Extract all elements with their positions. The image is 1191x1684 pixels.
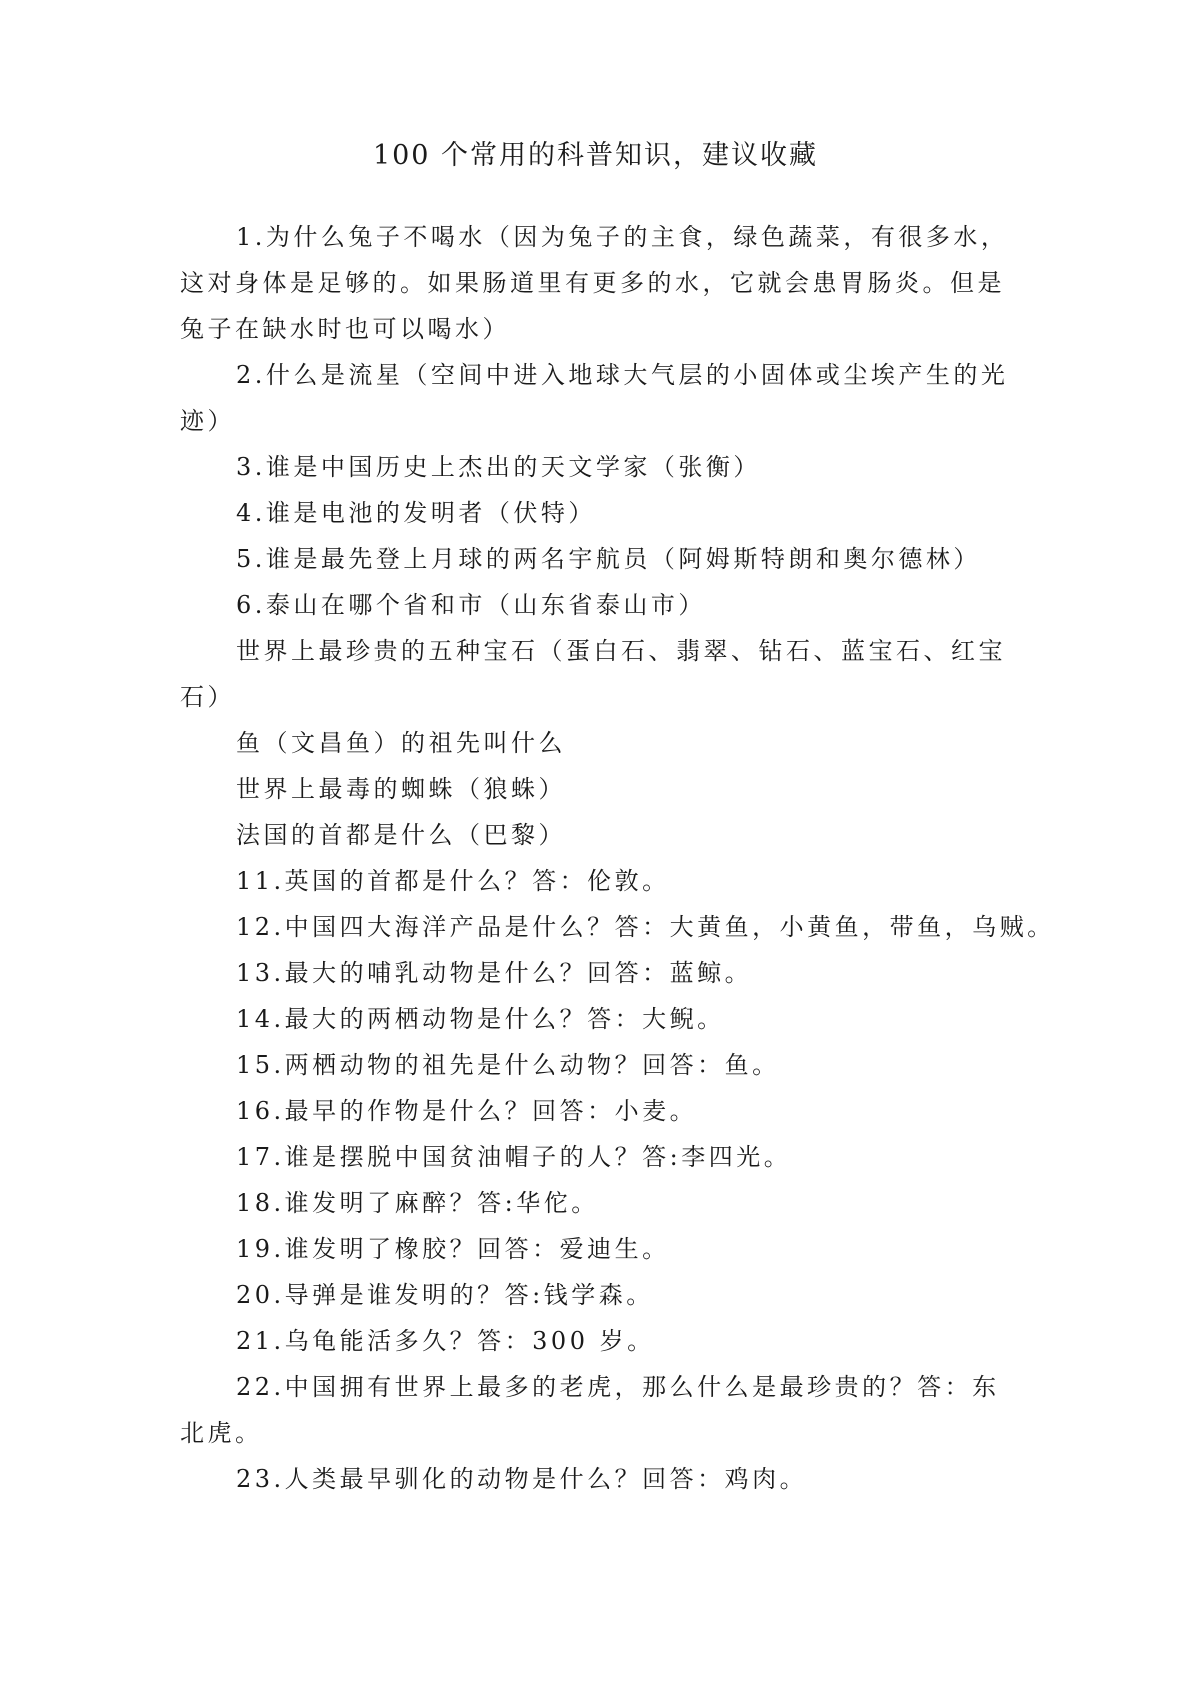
paragraph: 17.谁是摆脱中国贫油帽子的人？答:李四光。 [236,1143,792,1171]
paragraph: 11.英国的首都是什么？答：伦敦。 [236,867,670,895]
paragraph: 3.谁是中国历史上杰出的天文学家（张衡） [236,453,761,481]
paragraph: 1.为什么兔子不喝水（因为兔子的主食，绿色蔬菜，有很多水，这对身体是足够的。如果肠道里有更多的水，它就会患胃肠炎。但是兔子在缺水时也可以喝水） [180,223,1009,343]
paragraph: 19.谁发明了橡胶？回答：爱迪生。 [236,1235,670,1263]
paragraph: 4.谁是电池的发明者（伏特） [236,499,596,527]
paragraph: 世界上最珍贵的五种宝石（蛋白石、翡翠、钻石、蓝宝石、红宝石） [180,637,1006,711]
paragraph: 13.最大的哺乳动物是什么？回答：蓝鲸。 [236,959,753,987]
document-title: 100 个常用的科普知识，建议收藏 [372,140,819,171]
paragraph: 法国的首都是什么（巴黎） [236,821,566,849]
document-body [180,214,1055,1502]
paragraph: 6.泰山在哪个省和市（山东省泰山市） [236,591,706,619]
paragraph: 12.中国四大海洋产品是什么？答：大黄鱼，小黄鱼，带鱼，乌贼。 [236,913,1055,941]
paragraph: 5.谁是最先登上月球的两名宇航员（阿姆斯特朗和奥尔德林） [236,545,981,573]
paragraph: 2.什么是流星（空间中进入地球大气层的小固体或尘埃产生的光迹） [180,361,1009,435]
paragraph: 16.最早的作物是什么？回答：小麦。 [236,1097,698,1125]
paragraph: 21.乌龟能活多久？答：300 岁。 [236,1327,655,1355]
paragraph: 15.两栖动物的祖先是什么动物？回答：鱼。 [236,1051,780,1079]
paragraph: 14.最大的两栖动物是什么？答：大鲵。 [236,1005,725,1033]
paragraph: 世界上最毒的蜘蛛（狼蛛） [236,775,566,803]
paragraph: 22.中国拥有世界上最多的老虎，那么什么是最珍贵的？答：东北虎。 [180,1373,1000,1447]
paragraph: 18.谁发明了麻醉？答:华佗。 [236,1189,599,1217]
paragraph: 20.导弹是谁发明的？答:钱学森。 [236,1281,654,1309]
paragraph: 23.人类最早驯化的动物是什么？回答：鸡肉。 [236,1465,808,1493]
paragraph: 鱼（文昌鱼）的祖先叫什么 [236,729,566,757]
